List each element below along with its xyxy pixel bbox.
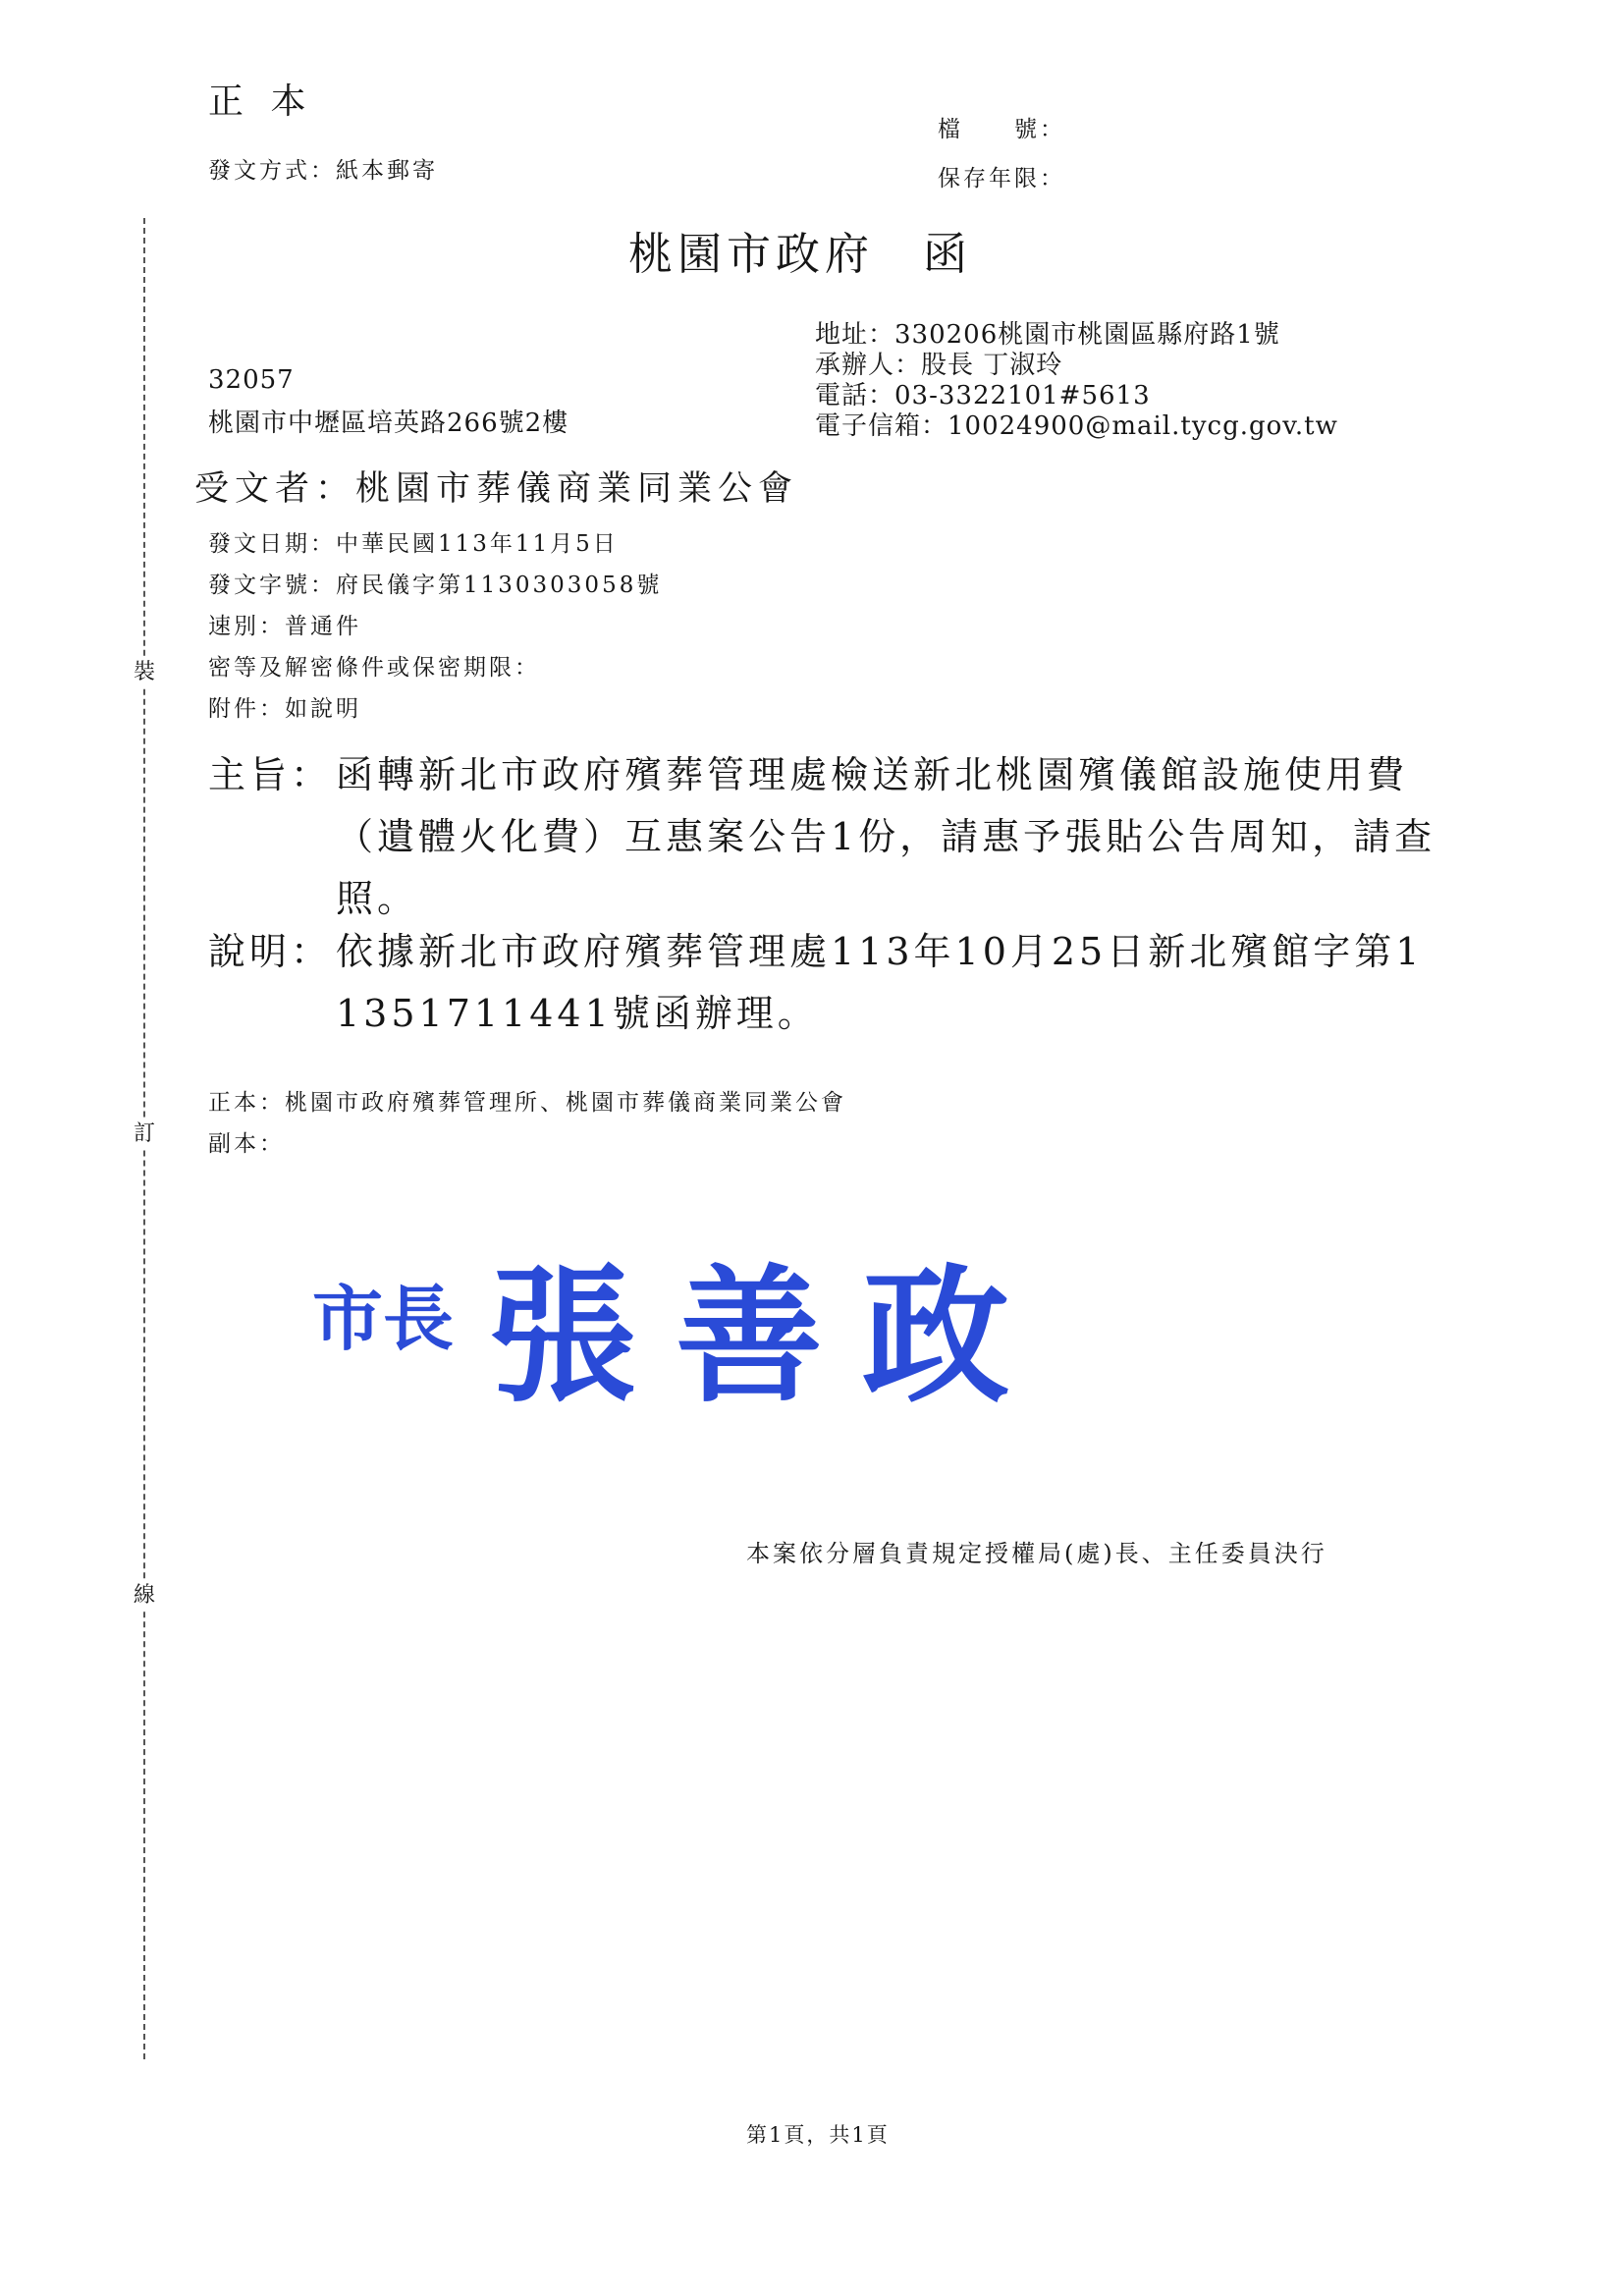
secrecy-level: 密等及解密條件或保密期限： — [208, 655, 540, 681]
sender-address: 地址：330206桃園市桃園區縣府路1號 — [815, 320, 1280, 350]
document-number: 發文字號：府民儀字第1130303058號 — [208, 573, 663, 598]
recipient: 受文者：桃園市葬儀商業同業公會 — [194, 469, 799, 509]
binding-mark-xian: 線 — [132, 1581, 157, 1611]
distribution-copy: 副本： — [208, 1131, 285, 1157]
document-title: 桃園市政府 函 — [628, 228, 973, 280]
explanation-label: 說明： — [208, 930, 333, 973]
binding-mark-ding: 訂 — [132, 1120, 157, 1149]
subject-label: 主旨： — [208, 753, 333, 796]
seal-title: 市長 — [312, 1277, 455, 1360]
delivery-speed: 速別：普通件 — [208, 614, 361, 639]
subject-text: 函轉新北市政府殯葬管理處檢送新北桃園殯儀館設施使用費（遺體火化費）互惠案公告1份，請惠予張貼公告周知，請查照。 — [336, 753, 1436, 920]
recipient-address: 桃園市中壢區培英路266號2樓 — [208, 409, 569, 438]
file-number-label: 檔 號： — [938, 117, 1065, 142]
sender-handler: 承辦人：股長 丁淑玲 — [815, 351, 1063, 380]
sender-email: 電子信箱：10024900@mail.tycg.gov.tw — [815, 411, 1338, 441]
page-footer: 第1頁，共1頁 — [746, 2123, 890, 2147]
seal-name: 張善政 — [489, 1250, 1050, 1423]
sender-phone: 電話：03-3322101#5613 — [815, 381, 1151, 410]
distribution-original: 正本：桃園市政府殯葬管理所、桃園市葬儀商業同業公會 — [208, 1090, 846, 1116]
mayor-seal — [312, 1218, 1088, 1423]
explanation-text: 依據新北市政府殯葬管理處113年10月25日新北殯館字第11351711441號函辦理。 — [336, 930, 1424, 1035]
attachment: 附件：如說明 — [208, 696, 361, 722]
delivery-method: 發文方式：紙本郵寄 — [208, 158, 438, 184]
binding-mark-zhuang: 裝 — [132, 658, 157, 687]
authorization-note: 本案依分層負責規定授權局(處)長、主任委員決行 — [746, 1540, 1327, 1567]
issue-date: 發文日期：中華民國113年11月5日 — [208, 531, 619, 557]
copy-type: 正 本 — [208, 82, 314, 122]
retention-label: 保存年限： — [938, 166, 1065, 191]
recipient-postal-code: 32057 — [208, 365, 295, 395]
